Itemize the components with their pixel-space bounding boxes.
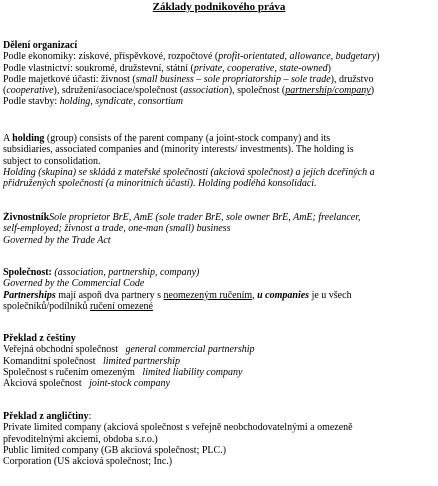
text-line: [3, 74, 435, 85]
text-line: [3, 133, 435, 144]
text: (: [3, 85, 7, 97]
text-italic: small business – sole propriatorship – sole trade: [135, 73, 331, 85]
text-italic: cooperative: [6, 85, 54, 97]
section-heading: Dělení organizací: [3, 40, 78, 51]
section-preklad-cs: [3, 333, 435, 389]
list-item: [3, 356, 435, 367]
text: Podle stavby:: [3, 96, 60, 108]
heading-text: Překlad z angličtiny: [3, 411, 89, 422]
text: ): [370, 85, 375, 97]
text-italic: Sole proprietor BrE, AmE (sole trader BrE, sole owner BrE, AmE; freelancer,: [49, 212, 361, 223]
text-line: [3, 51, 435, 62]
text: Podle vlastnictví: soukromé, družstevní, státní (: [3, 62, 194, 74]
term-cs: Veřejná obchodní společnost: [3, 344, 118, 356]
text-line: subsidiaries, associated companies and (minority interests/ investments). The holding is: [3, 144, 354, 156]
section-spolecnost: [3, 267, 435, 312]
term-en: general commercial partnership: [125, 344, 255, 356]
text-line: Corporation (US akciová společnost; Inc.): [3, 456, 173, 468]
term-cs: Akciová společnost: [3, 378, 82, 390]
text-line: [3, 290, 435, 301]
term-en: limited partnership: [103, 355, 180, 367]
page-title: Základy podnikového práva: [152, 1, 286, 13]
section-holding: [3, 133, 435, 189]
text: ), sdružení/asociace/společnost (: [53, 85, 184, 97]
term-cs: Komanditní společnost: [3, 355, 96, 367]
text-italic: profit-orientated, allowance, budgetary: [218, 51, 377, 63]
text: ): [327, 62, 332, 74]
text: (group) consists of the parent company (a joint-stock company) and its: [44, 133, 331, 144]
text-bold: holding: [12, 133, 45, 144]
text-line-italic: self-employed; živnost a trade, one-man (small) business: [3, 223, 231, 235]
text-underlined: ručení omezené: [89, 300, 153, 312]
text-line-italic: přidružených společností (a minoritních účastí). Holding podléhá konsolidaci.: [3, 178, 317, 190]
list-item: [3, 344, 435, 355]
text-underlined: neomezeným ručením: [163, 289, 253, 301]
text-italic: holding, syndicate, consortium: [59, 96, 183, 108]
text-line: [3, 301, 435, 312]
heading-colon: :: [88, 411, 92, 422]
text: Podle ekonomiky: ziskové, příspěvkové, rozpočtové (: [3, 51, 219, 63]
text-line: [3, 85, 435, 96]
section-deleni: [3, 40, 435, 108]
text-line: [3, 212, 435, 223]
text-line: subject to consolidation.: [3, 155, 101, 167]
section-preklad-en: [3, 411, 435, 467]
list-item: [3, 378, 435, 389]
text-line: [3, 267, 435, 278]
section-heading: Překlad z češtiny: [3, 333, 76, 344]
text-bold: Živnostník: [3, 212, 50, 223]
text-italic: private, cooperative, state-owned: [193, 62, 328, 74]
text-line-italic: Holding (skupina) se skládá z mateřské společnosti (akciová společnost) a jejích dceřiných a: [3, 166, 375, 178]
text-italic-underlined: partnership/company: [285, 85, 371, 97]
text-line: Private limited company (akciová společnost s veřejně neobchodovatelnými a omezeně: [3, 422, 353, 434]
text-line: převoditelnými akciemi, obdoba s.r.o.): [3, 433, 158, 445]
text: A: [3, 133, 13, 144]
text: ): [376, 51, 380, 63]
text: ), družstvo: [330, 73, 374, 85]
text: je u všech: [309, 289, 352, 301]
text-bold: Společnost:: [3, 267, 52, 278]
text-line: [3, 96, 435, 107]
text-line-italic: Governed by the Trade Act: [3, 234, 111, 246]
text-bold-italic: u companies: [257, 289, 310, 301]
text: společníků/podílníků: [3, 300, 90, 312]
text-bold-italic: Partnerships: [3, 289, 56, 301]
text-line: [3, 63, 435, 74]
term-en: joint-stock company: [89, 378, 170, 390]
text-line: Public limited company (GB akciová společnost; PLC.): [3, 444, 227, 456]
section-heading: [3, 411, 435, 422]
list-item: [3, 367, 435, 378]
text-italic: (association, partnership, company): [51, 267, 200, 278]
section-zivnostnik: [3, 212, 435, 246]
text: ), společnost (: [228, 85, 286, 97]
term-en: limited liability company: [142, 366, 243, 378]
text: ,: [252, 289, 258, 301]
text: mají aspoň dva partnery s: [55, 289, 164, 301]
text: Podle majetkové účasti: živnost (: [3, 73, 136, 85]
text-line-italic: Governed by the Commercial Code: [3, 278, 145, 290]
term-cs: Společnost s ručením omezeným: [3, 366, 135, 378]
text-italic: association: [183, 85, 229, 97]
